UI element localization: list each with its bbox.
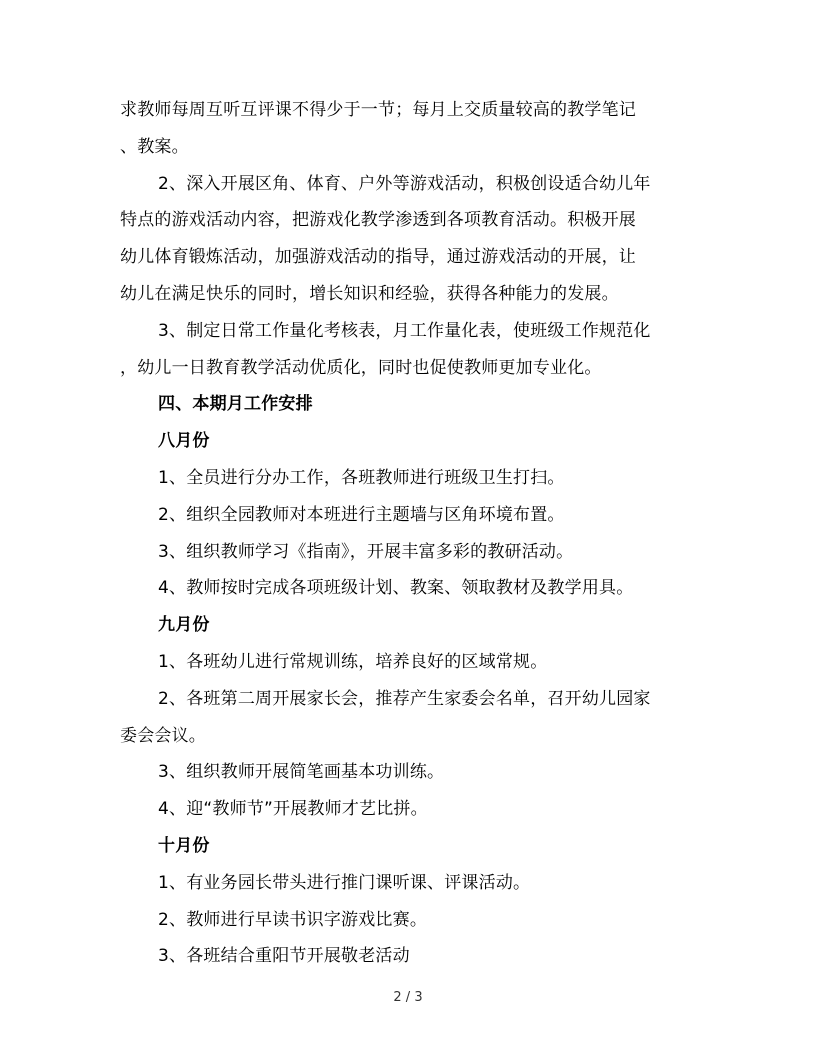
month-heading-october: 十月份 [158, 835, 210, 856]
paragraph-line: 幼儿体育锻炼活动，加强游戏活动的指导，通过游戏活动的开展，让 [120, 247, 636, 268]
paragraph-line: 2、深入开展区角、体育、户外等游戏活动，积极创设适合幼儿年 [158, 173, 651, 194]
list-item-continuation: 委会会议。 [120, 725, 206, 746]
month-heading-august: 八月份 [158, 431, 210, 452]
paragraph-line: 特点的游戏活动内容，把游戏化教学渗透到各项教育活动。积极开展 [120, 210, 636, 231]
paragraph-line: ，幼儿一日教育教学活动优质化，同时也促使教师更加专业化。 [120, 357, 602, 378]
paragraph-line: 3、制定日常工作量化考核表，月工作量化表，使班级工作规范化 [158, 320, 651, 341]
page-number: 2 / 3 [393, 990, 423, 1005]
document-body [120, 92, 710, 975]
list-item: 3、各班结合重阳节开展敬老活动 [158, 946, 410, 967]
list-item: 3、组织教师学习《指南》，开展丰富多彩的教研活动。 [158, 541, 574, 562]
list-item: 2、组织全园教师对本班进行主题墙与区角环境布置。 [158, 504, 565, 525]
list-item: 1、有业务园长带头进行推门课听课、评课活动。 [158, 872, 531, 893]
list-item: 4、教师按时完成各项班级计划、教案、领取教材及教学用具。 [158, 578, 634, 599]
section-heading: 四、本期月工作安排 [158, 394, 313, 415]
list-item: 1、各班幼儿进行常规训练，培养良好的区域常规。 [158, 651, 548, 672]
month-heading-september: 九月份 [158, 615, 210, 636]
paragraph-line: 求教师每周互听互评课不得少于一节；每月上交质量较高的教学笔记 [120, 100, 636, 120]
list-item: 2、各班第二周开展家长会，推荐产生家委会名单，召开幼儿园家 [158, 688, 651, 709]
paragraph-line: 幼儿在满足快乐的同时，增长知识和经验，获得各种能力的发展。 [120, 283, 619, 304]
list-item: 1、全员进行分办工作，各班教师进行班级卫生打扫。 [158, 467, 565, 488]
list-item: 3、组织教师开展简笔画基本功训练。 [158, 762, 445, 783]
paragraph-line: 、教案。 [120, 136, 189, 157]
list-item: 4、迎“教师节”开展教师才艺比拼。 [158, 799, 428, 820]
list-item: 2、教师进行早读书识字游戏比赛。 [158, 909, 428, 930]
